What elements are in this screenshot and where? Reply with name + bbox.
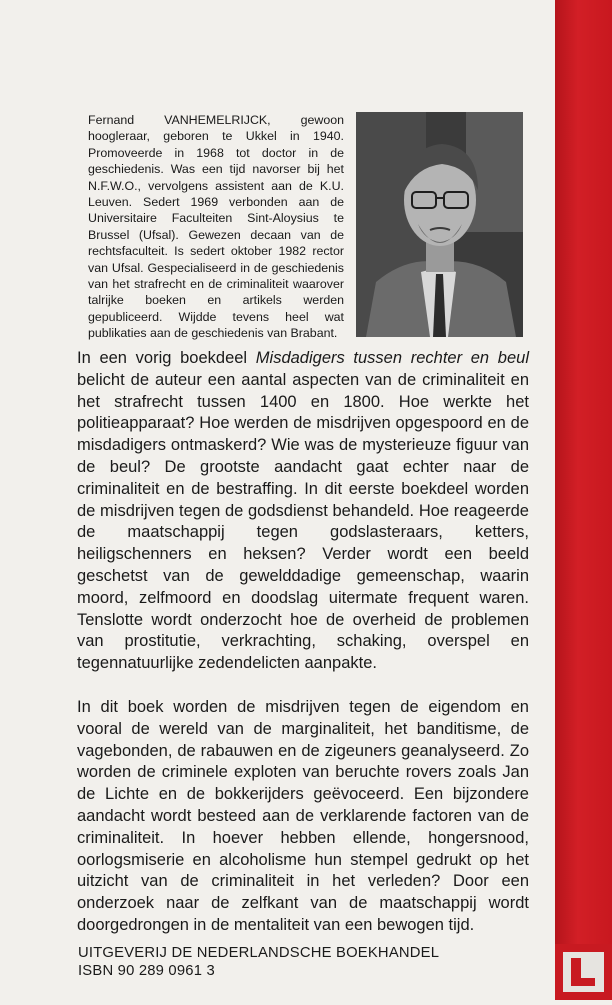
red-side-strip	[555, 0, 612, 1000]
publisher-block	[78, 944, 439, 980]
publisher-name: UITGEVERIJ DE NEDERLANDSCHE BOEKHANDEL	[78, 945, 440, 961]
blurb-p1-text-before: In een vorig boekdeel	[77, 349, 256, 367]
author-portrait	[356, 112, 523, 337]
blurb-paragraph-2: In dit boek worden de misdrijven tegen de eigendom en vooral de wereld van de marginaliteit, het banditisme, de vagebonden, de rabauwen en de zigeuners geanalyseerd. Zo worden de criminele exploten van beruchte rovers zoals Jan de Lichte en de bokkerijders geëvoceerd. Een bijzondere aandacht wordt besteed aan de verklarende factoren van de criminaliteit. In hoever hebben ellende, hongersnood, oorlogsmiserie en alcoholisme hun stempel gedrukt op het uitzicht van de criminaliteit in het verleden? Door een onderzoek naar de zelfkant van de maatschappij wordt doorgedrongen in de mentaliteit van een bewogen tijd.	[77, 697, 529, 934]
blurb-paragraph-1	[77, 348, 529, 675]
publisher-logo-icon	[555, 944, 612, 1000]
blurb	[77, 348, 529, 937]
previous-volume-title: Misdadigers tussen rechter en beul	[255, 349, 529, 367]
isbn: ISBN 90 289 0961 3	[78, 963, 215, 979]
blurb-p1-text-after: belicht de auteur een aantal aspecten van de criminaliteit en het strafrecht tussen 1400 en 1800. Hoe werkte het politieapparaat? Hoe werden de misdrijven opgespoord en de misdadigers ontmaskerd? Wie was de mysterieuze figuur van de beul? De grootste aandacht gaat echter naar de criminaliteit en de bestraffing. In dit eerste boekdeel worden de misdrijven tegen de godsdienst behandeld. Hoe reageerde de maatschappij tegen godslasteraars, ketters, heiligschenners en heksen? Verder wordt een beeld geschetst van de gewelddadige gemeenschap, waarin moord, zelfmoord en doodslag uitermate frequent waren. Tenslotte wordt onderzocht hoe de overheid de problemen van prostitutie, verkrachting, schaking, overspel en tegennatuurlijke zedendelicten aanpakte.	[77, 370, 529, 673]
author-bio: Fernand VANHEMELRIJCK, gewoon hoogleraar, geboren te Ukkel in 1940. Promoveerde in 1968 tot doctor in de geschiedenis. Was een tijd navorser bij het N.F.W.O., vervolgens assistent aan de K.U. Leuven. Sedert 1969 verbonden aan de Universitaire Faculteiten Sint-Aloysius te Brussel (Ufsal). Gewezen decaan van de rechtsfaculteit. Is sedert oktober 1982 rector van Ufsal. Gespecialiseerd in de geschiedenis van het strafrecht en de criminaliteit waarover talrijke boeken en artikels werden gepubliceerd. Wijdde tevens heel wat publikaties aan de geschiedenis van Brabant.	[88, 113, 344, 341]
